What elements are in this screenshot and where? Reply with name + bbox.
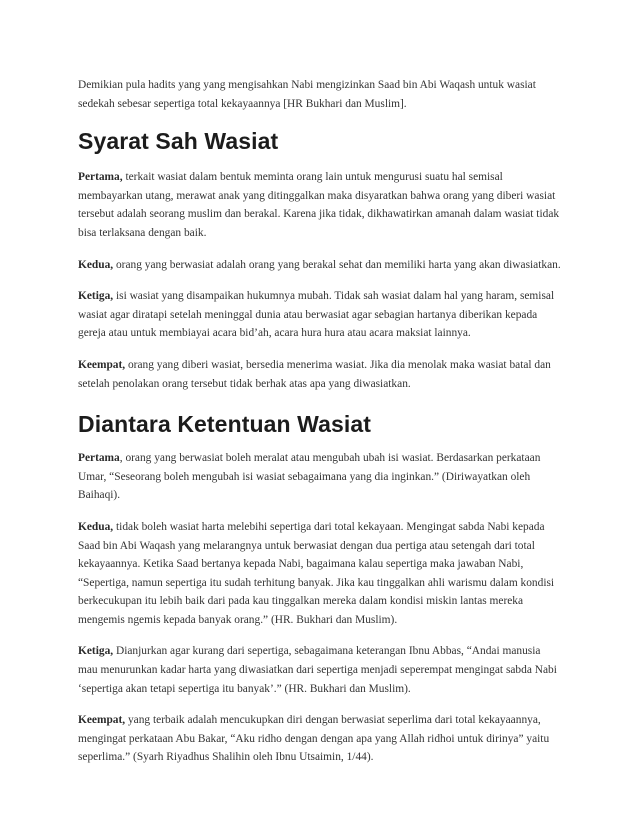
syarat-item-ketiga: [78, 287, 562, 343]
item-label: Keempat,: [78, 714, 126, 727]
ketentuan-item-kedua: [78, 518, 562, 630]
ketentuan-item-ketiga: [78, 642, 562, 698]
item-text: tidak boleh wasiat harta melebihi sepertiga dari total kekayaan. Mengingat sabda Nabi kepada Saad bin Abi Waqash yang melarangnya untuk berwasiat dengan dua pertiga atau setengah dari total kekayaannya. Ketika Saad bertanya kepada Nabi, bagaimana kalau sepertiga maka jawaban Nabi, “Sepertiga, namun sepertiga itu sudah terhitung banyak. Jika kau tinggalkan ahli warismu dalam kondisi berkecukupan itu lebih baik dari pada kau tinggalkan mereka dalam kondisi miskin lantas mereka mengemis ngemis kepada banyak orang.” (HR. Bukhari dan Muslim).: [78, 520, 555, 626]
item-text: Dianjurkan agar kurang dari sepertiga, sebagaimana keterangan Ibnu Abbas, “Andai manusia mau menurunkan kadar harta yang diwasiatkan dari sepertiga menjadi seperempat mengingat sabda Nabi ‘sepertiga akan tetapi sepertiga itu banyak’.” (HR. Bukhari dan Muslim).: [78, 645, 557, 695]
item-label: Kedua,: [78, 520, 114, 533]
syarat-item-pertama: [78, 168, 562, 242]
item-text: isi wasiat yang disampaikan hukumnya mubah. Tidak sah wasiat dalam hal yang haram, semisal wasiat agar diratapi setelah meninggal dunia atau berwasiat agar sebagian hartanya diberikan kepada gereja atau untuk membiayai acara bid’ah, acara hura hura atau acara maksiat lainnya.: [78, 290, 555, 340]
ketentuan-item-pertama: [78, 449, 562, 505]
item-label: Pertama: [78, 452, 120, 465]
intro-paragraph: Demikian pula hadits yang yang mengisahkan Nabi mengizinkan Saad bin Abi Waqash untuk wasiat sedekah sebesar sepertiga total kekayaannya [HR Bukhari dan Muslim].: [78, 79, 536, 110]
document-page: [78, 76, 562, 780]
item-label: Kedua,: [78, 258, 114, 271]
item-text: orang yang diberi wasiat, bersedia menerima wasiat. Jika dia menolak maka wasiat batal dan setelah penolakan orang tersebut tidak berhak atas apa yang diwasiatkan.: [78, 358, 551, 390]
item-label: Ketiga,: [78, 290, 114, 303]
item-text: orang yang berwasiat adalah orang yang berakal sehat dan memiliki harta yang akan diwasiatkan.: [113, 258, 561, 271]
syarat-item-kedua: [78, 256, 562, 275]
item-text: terkait wasiat dalam bentuk meminta orang lain untuk mengurusi suatu hal semisal membayarkan utang, merawat anak yang ditinggalkan maka disyaratkan bahwa orang yang diberi wasiat tersebut adalah seorang muslim dan berakal. Karena jika tidak, dikhawatirkan amanah dalam wasiat tidak bisa terlaksana dengan baik.: [78, 171, 560, 239]
item-text: , orang yang berwasiat boleh meralat atau mengubah ubah isi wasiat. Berdasarkan perkataan Umar, “Seseorang boleh mengubah isi wasiat sebagaimana yang dia inginkan.” (Diriwayatkan oleh Baihaqi).: [78, 452, 541, 502]
item-label: Ketiga,: [78, 645, 114, 658]
ketentuan-item-keempat: [78, 711, 562, 767]
item-label: Pertama,: [78, 171, 123, 184]
syarat-item-keempat: [78, 356, 562, 393]
item-text: yang terbaik adalah mencukupkan diri dengan berwasiat seperlima dari total kekayaannya, mengingat perkataan Abu Bakar, “Aku ridho dengan dengan apa yang Allah ridhoi untuk dirinya” yaitu seperlima.” (Syarh Riyadhus Shalihin oleh Ibnu Utsaimin, 1/44).: [78, 714, 550, 764]
item-label: Keempat,: [78, 358, 126, 371]
section-heading-syarat-sah-wasiat: Syarat Sah Wasiat: [78, 128, 279, 155]
section-heading-diantara-ketentuan-wasiat: Diantara Ketentuan Wasiat: [78, 411, 372, 438]
